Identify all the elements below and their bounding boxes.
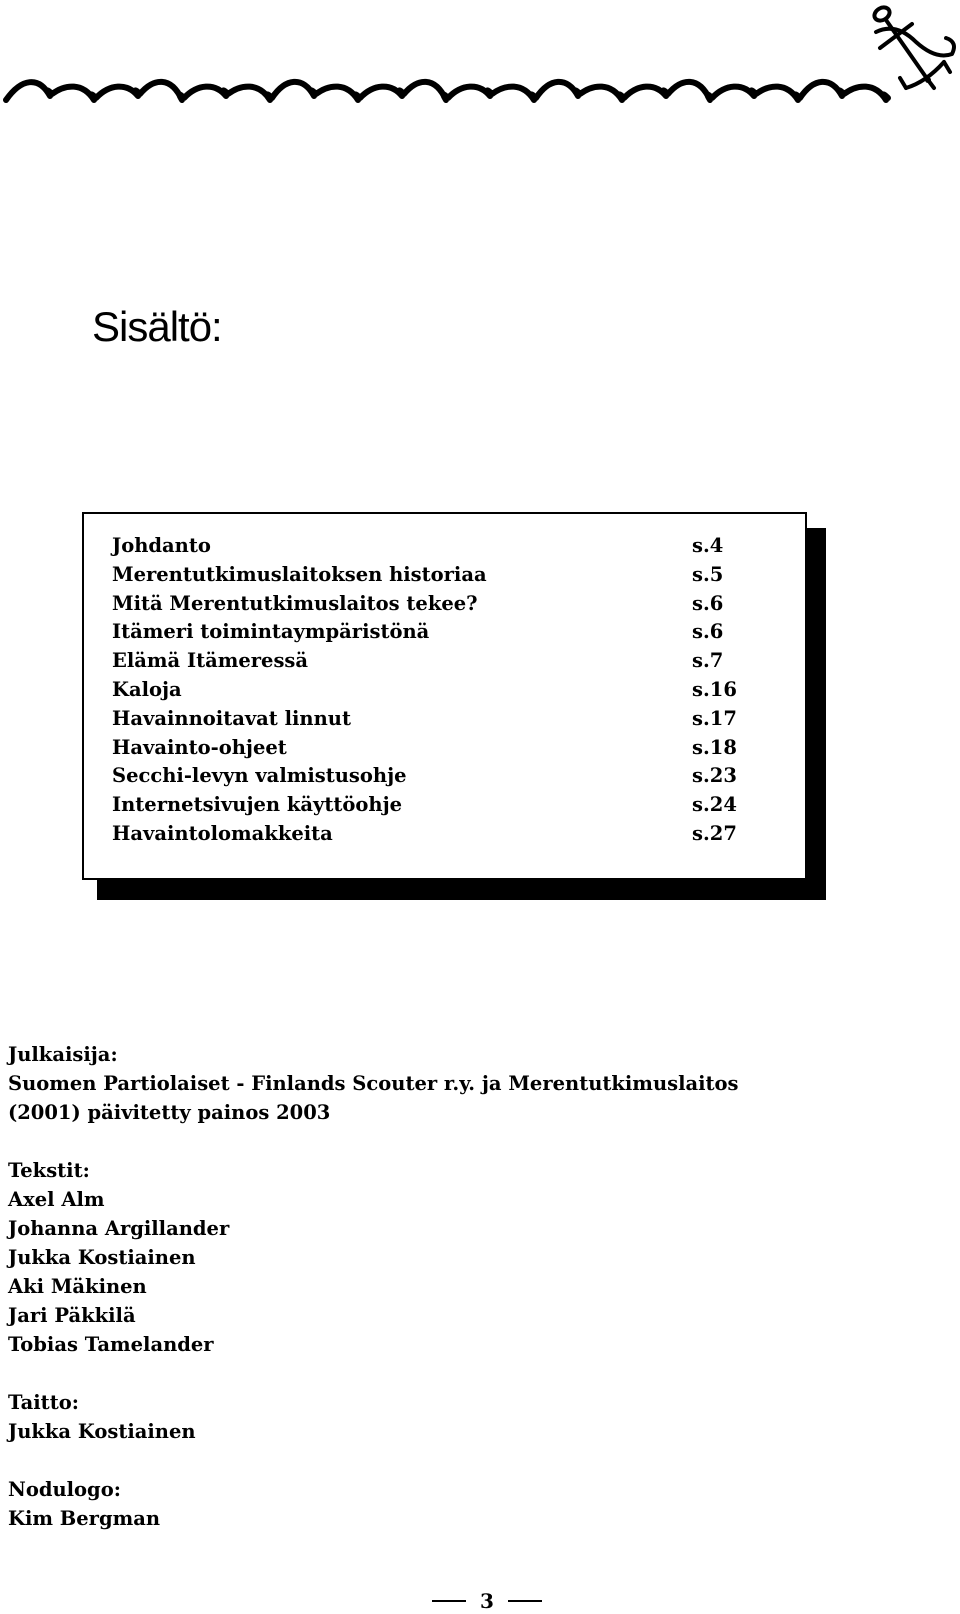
spacer: [8, 1127, 739, 1156]
toc-entry-page: s.18: [692, 735, 737, 759]
toc-entry: [112, 590, 762, 619]
toc-entry-page: s.6: [692, 591, 724, 615]
texts-label: Tekstit:: [8, 1159, 90, 1182]
toc-entry-page: s.17: [692, 706, 737, 730]
toc-entry-page: s.4: [692, 534, 724, 557]
toc-entry-title: Havainnoitavat linnut: [112, 706, 351, 730]
toc-entry-title: Internetsivujen käyttöohje: [112, 793, 403, 817]
toc-entry-page: s.16: [692, 677, 737, 701]
spacer: [8, 1446, 739, 1475]
toc-entry: [112, 676, 762, 705]
toc-entry: [112, 618, 762, 647]
toc-entry: [112, 532, 762, 561]
author-name: Aki Mäkinen: [8, 1275, 147, 1298]
toc-entry-title: Havaintolomakkeita: [112, 821, 333, 845]
publisher-line: Suomen Partiolaiset - Finlands Scouter r.y. ja Merentutkimuslaitos: [8, 1072, 739, 1095]
page-number: 3: [480, 1589, 494, 1613]
toc-list: [112, 532, 762, 849]
author-name: Axel Alm: [8, 1188, 105, 1211]
toc-entry-page: s.5: [692, 562, 724, 586]
toc-entry-page: s.23: [692, 764, 737, 788]
toc-entry-page: s.27: [692, 821, 737, 845]
table-of-contents: [82, 512, 807, 880]
author-name: Jari Päkkilä: [8, 1304, 136, 1327]
toc-entry-title: Mitä Merentutkimuslaitos tekee?: [112, 591, 478, 615]
author-name: Johanna Argillander: [8, 1217, 230, 1240]
toc-entry: [112, 791, 762, 820]
layout-name: Jukka Kostiainen: [8, 1420, 196, 1443]
wave-border-icon: [0, 0, 960, 120]
nodulogo-label: Nodulogo:: [8, 1478, 121, 1501]
toc-entry-title: Johdanto: [112, 534, 211, 557]
toc-entry-title: Itämeri toimintaympäristönä: [112, 620, 430, 644]
toc-entry: [112, 762, 762, 791]
author-name: Tobias Tamelander: [8, 1333, 214, 1356]
publisher-line: (2001) päivitetty painos 2003: [8, 1101, 331, 1124]
toc-entry-page: s.7: [692, 649, 724, 673]
footer-dash-left: [432, 1600, 466, 1602]
credits-section: [8, 1040, 739, 1533]
toc-entry-title: Secchi-levyn valmistusohje: [112, 764, 407, 788]
toc-entry: [112, 705, 762, 734]
toc-entry: [112, 561, 762, 590]
toc-entry-title: Elämä Itämeressä: [112, 649, 309, 673]
page-title: Sisältö:: [92, 303, 222, 350]
footer-dash-right: [508, 1600, 542, 1602]
publisher-label: Julkaisija:: [8, 1043, 118, 1066]
toc-entry: [112, 734, 762, 763]
layout-label: Taitto:: [8, 1391, 79, 1414]
spacer: [8, 1359, 739, 1388]
author-name: Jukka Kostiainen: [8, 1246, 196, 1269]
toc-entry-page: s.24: [692, 793, 737, 817]
toc-entry-page: s.6: [692, 620, 724, 644]
anchor-icon: [866, 2, 960, 94]
page-footer: [432, 1588, 542, 1614]
toc-entry-title: Kaloja: [112, 677, 182, 701]
toc-entry-title: Merentutkimuslaitoksen historiaa: [112, 562, 487, 586]
toc-entry: [112, 820, 762, 849]
toc-entry: [112, 647, 762, 676]
toc-entry-title: Havainto-ohjeet: [112, 735, 287, 759]
nodulogo-name: Kim Bergman: [8, 1507, 161, 1530]
